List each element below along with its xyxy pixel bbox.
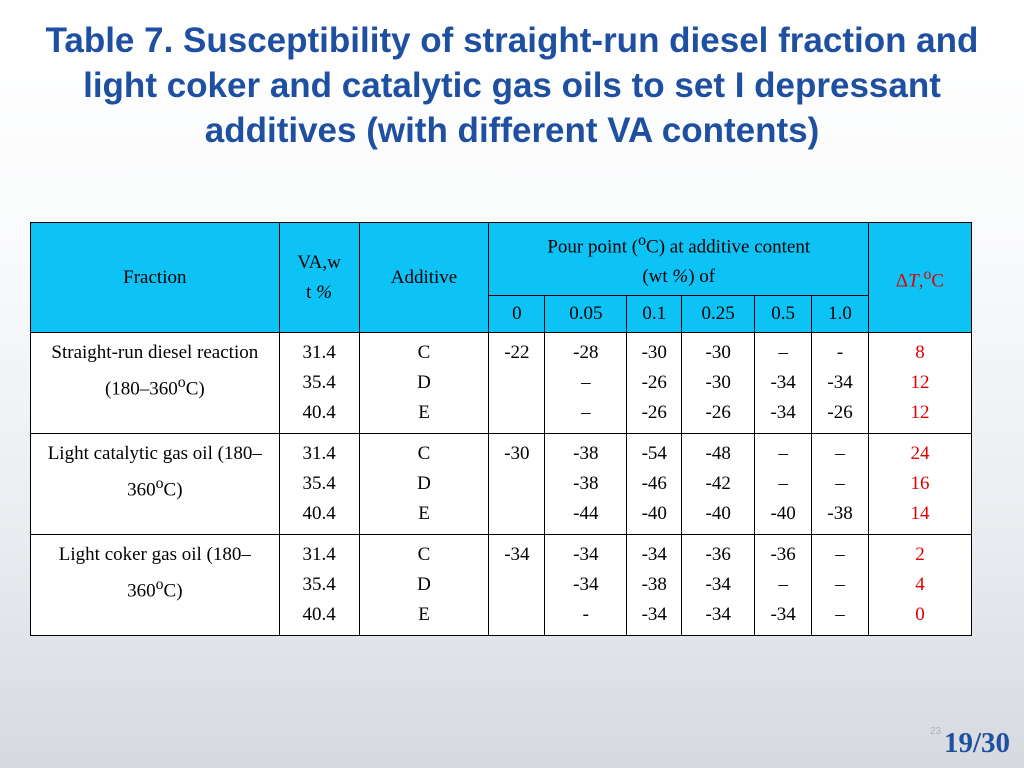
header-pour-point: Pour point ($^o$C) at additive content (wt %) of — [489, 223, 869, 296]
pour-point-025: -48 -42 -40 — [682, 434, 755, 535]
pour-point-10: – – – — [812, 535, 869, 636]
delta-t-values: 2 4 0 — [869, 535, 972, 636]
header-additive: Additive — [359, 223, 489, 333]
header-delta-t: ΔT,$^o$C — [869, 223, 972, 333]
table-row — [31, 434, 972, 535]
va-values: 31.4 35.4 40.4 — [279, 434, 359, 535]
page-number: 19/30 — [943, 727, 1010, 759]
fraction-name: Light coker gas oil (180–360$^o$C) — [31, 535, 280, 636]
header-content-025: 0.25 — [682, 296, 755, 333]
data-table — [30, 222, 972, 636]
header-fraction: Fraction — [31, 223, 280, 333]
va-values: 31.4 35.4 40.4 — [279, 535, 359, 636]
additive-values: C D E — [359, 333, 489, 434]
pour-point-025: -36 -34 -34 — [682, 535, 755, 636]
delta-t-values: 24 16 14 — [869, 434, 972, 535]
pour-point-05: – – -40 — [755, 434, 812, 535]
slide-number: 23 — [930, 726, 942, 737]
table-row — [31, 333, 972, 434]
pour-point-10: – – -38 — [812, 434, 869, 535]
header-content-0: 0 — [489, 296, 545, 333]
pour-point-0: -34 — [489, 535, 545, 636]
additive-values: C D E — [359, 535, 489, 636]
header-content-01: 0.1 — [627, 296, 682, 333]
additive-values: C D E — [359, 434, 489, 535]
pour-point-005: -34 -34 - — [545, 535, 627, 636]
pour-point-0: -22 — [489, 333, 545, 434]
pour-point-10: - -34 -26 — [812, 333, 869, 434]
pour-point-05: – -34 -34 — [755, 333, 812, 434]
fraction-name: Light catalytic gas oil (180–360$^o$C) — [31, 434, 280, 535]
header-row — [31, 223, 972, 296]
pour-point-0: -30 — [489, 434, 545, 535]
pour-point-005: -28 – – — [545, 333, 627, 434]
pour-point-01: -54 -46 -40 — [627, 434, 682, 535]
fraction-name: Straight-run diesel reaction (180–360$^o$C) — [31, 333, 280, 434]
pour-point-005: -38 -38 -44 — [545, 434, 627, 535]
header-content-10: 1.0 — [812, 296, 869, 333]
table-row — [31, 535, 972, 636]
pour-point-01: -34 -38 -34 — [627, 535, 682, 636]
pour-point-01: -30 -26 -26 — [627, 333, 682, 434]
header-content-005: 0.05 — [545, 296, 627, 333]
slide-title: Table 7. Susceptibility of straight-run diesel fraction and light coker and catalytic gas oils to set I depressant additives (with different VA contents) — [45, 21, 979, 150]
header-va: VA,w t % — [279, 223, 359, 333]
pour-point-025: -30 -30 -26 — [682, 333, 755, 434]
pour-point-05: -36 – -34 — [755, 535, 812, 636]
delta-t-values: 8 12 12 — [869, 333, 972, 434]
header-content-05: 0.5 — [755, 296, 812, 333]
va-values: 31.4 35.4 40.4 — [279, 333, 359, 434]
